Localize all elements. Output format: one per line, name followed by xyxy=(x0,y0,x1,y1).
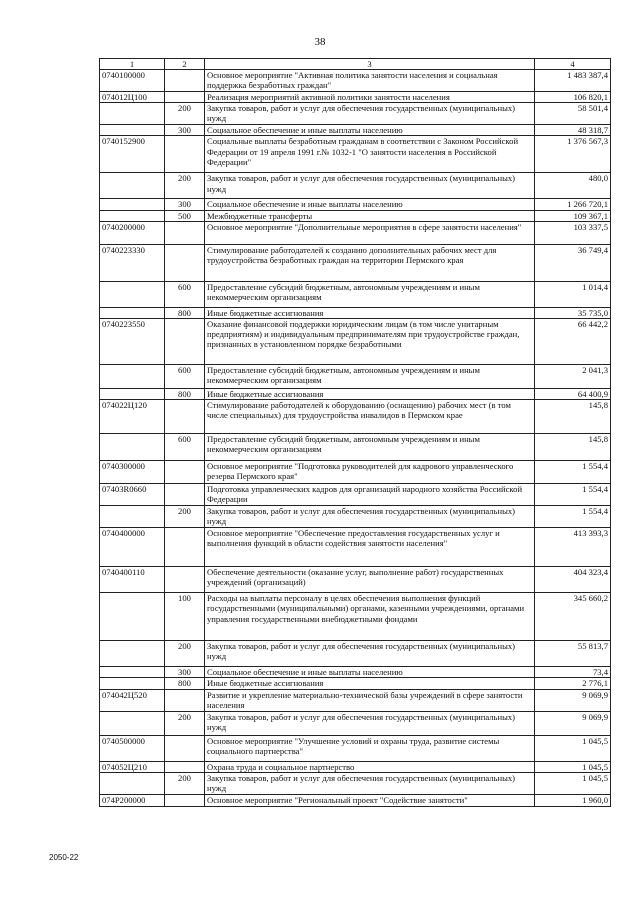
expense-name: Предоставление субсидий бюджетным, автономным учреждениям и иным некоммерческим организациям xyxy=(205,434,535,461)
expense-name: Основное мероприятие "Дополнительные мероприятия в сфере занятости населения" xyxy=(205,221,535,244)
table-row xyxy=(100,641,611,667)
amount-value: 404 323,4 xyxy=(535,567,611,593)
target-article-code xyxy=(100,365,165,389)
target-article-code xyxy=(100,593,165,641)
header-col-4: 4 xyxy=(535,59,611,70)
expense-name: Охрана труда и социальное партнерство xyxy=(205,761,535,772)
expense-name: Основное мероприятие "Активная политика занятости населения и социальная поддержка безработных граждан" xyxy=(205,70,535,92)
expense-name: Закупка товаров, работ и услуг для обеспечения государственных (муниципальных) нужд xyxy=(205,506,535,528)
amount-value: 1 266 720,1 xyxy=(535,199,611,210)
expense-type-code xyxy=(165,400,205,434)
target-article-code xyxy=(100,772,165,794)
amount-value: 1 014,4 xyxy=(535,281,611,307)
expense-type-code xyxy=(165,761,205,772)
target-article-code xyxy=(100,711,165,735)
table-row xyxy=(100,210,611,221)
amount-value: 9 069,9 xyxy=(535,711,611,735)
expense-type-code xyxy=(165,567,205,593)
amount-value: 2 041,3 xyxy=(535,365,611,389)
amount-value: 1 045,5 xyxy=(535,761,611,772)
header-col-1: 1 xyxy=(100,59,165,70)
expense-name: Иные бюджетные ассигнования xyxy=(205,389,535,400)
amount-value: 1 554,4 xyxy=(535,506,611,528)
expense-type-code: 500 xyxy=(165,210,205,221)
amount-value: 103 337,5 xyxy=(535,221,611,244)
expense-name: Расходы на выплаты персоналу в целях обеспечения выполнения функций государственными (муниципальными) органами, казенными учреждениями, органами управления государственными внебюджетными фондами xyxy=(205,593,535,641)
table-row xyxy=(100,461,611,484)
expense-type-code xyxy=(165,92,205,103)
expense-type-code xyxy=(165,484,205,506)
table-row xyxy=(100,136,611,173)
target-article-code xyxy=(100,199,165,210)
page-number: 38 xyxy=(314,36,326,48)
expense-name: Обеспечение деятельности (оказание услуг, выполнение работ) государственных учреждений (организаций) xyxy=(205,567,535,593)
table-row xyxy=(100,567,611,593)
table-row xyxy=(100,434,611,461)
table-row xyxy=(100,735,611,761)
amount-value: 1 554,4 xyxy=(535,484,611,506)
expense-type-code xyxy=(165,319,205,365)
expense-type-code: 200 xyxy=(165,641,205,667)
expense-name: Иные бюджетные ассигнования xyxy=(205,678,535,689)
expense-name: Основное мероприятие "Региональный проект "Содействие занятости" xyxy=(205,794,535,806)
expense-type-code: 600 xyxy=(165,281,205,307)
table-row xyxy=(100,593,611,641)
table-row xyxy=(100,506,611,528)
amount-value: 145,8 xyxy=(535,400,611,434)
expense-type-code: 100 xyxy=(165,593,205,641)
amount-value: 64 400,9 xyxy=(535,389,611,400)
target-article-code xyxy=(100,389,165,400)
expense-type-code: 200 xyxy=(165,506,205,528)
expense-name: Закупка товаров, работ и услуг для обеспечения государственных (муниципальных) нужд xyxy=(205,103,535,125)
target-article-code xyxy=(100,434,165,461)
target-article-code xyxy=(100,667,165,678)
table-row xyxy=(100,711,611,735)
target-article-code xyxy=(100,307,165,318)
table-row xyxy=(100,365,611,389)
table-row xyxy=(100,103,611,125)
amount-value: 109 367,1 xyxy=(535,210,611,221)
target-article-code: 0740400000 xyxy=(100,528,165,567)
table-row xyxy=(100,125,611,136)
table-row xyxy=(100,281,611,307)
expense-type-code: 200 xyxy=(165,103,205,125)
expense-type-code: 300 xyxy=(165,125,205,136)
budget-table xyxy=(99,58,611,807)
expense-name: Основное мероприятие "Улучшение условий и охраны труда, развитие системы социального партнерства" xyxy=(205,735,535,761)
expense-name: Социальное обеспечение и иные выплаты населению xyxy=(205,199,535,210)
expense-name: Социальное обеспечение и иные выплаты населению xyxy=(205,125,535,136)
target-article-code xyxy=(100,103,165,125)
amount-value: 1 483 387,4 xyxy=(535,70,611,92)
expense-name: Подготовка управленческих кадров для организаций народного хозяйства Российской Федерации xyxy=(205,484,535,506)
target-article-code: 074052Ц210 xyxy=(100,761,165,772)
target-article-code: 0740400110 xyxy=(100,567,165,593)
table-row xyxy=(100,319,611,365)
table-row xyxy=(100,389,611,400)
expense-name: Закупка товаров, работ и услуг для обеспечения государственных (муниципальных) нужд xyxy=(205,173,535,199)
target-article-code: 0740300000 xyxy=(100,461,165,484)
amount-value: 66 442,2 xyxy=(535,319,611,365)
amount-value: 145,8 xyxy=(535,434,611,461)
expense-type-code: 200 xyxy=(165,772,205,794)
target-article-code: 0740500000 xyxy=(100,735,165,761)
amount-value: 1 554,4 xyxy=(535,461,611,484)
target-article-code: 0740200000 xyxy=(100,221,165,244)
amount-value: 9 069,9 xyxy=(535,689,611,711)
expense-name: Стимулирование работодателей к оборудованию (оснащению) рабочих мест (в том числе специальных) для трудоустройства инвалидов в Пермском крае xyxy=(205,400,535,434)
amount-value: 1 960,0 xyxy=(535,794,611,806)
expense-name: Закупка товаров, работ и услуг для обеспечения государственных (муниципальных) нужд xyxy=(205,641,535,667)
target-article-code xyxy=(100,281,165,307)
table-row xyxy=(100,199,611,210)
expense-type-code xyxy=(165,70,205,92)
amount-value: 36 749,4 xyxy=(535,244,611,281)
target-article-code: 074P200000 xyxy=(100,794,165,806)
expense-type-code: 600 xyxy=(165,365,205,389)
expense-type-code xyxy=(165,735,205,761)
table-row xyxy=(100,761,611,772)
amount-value: 58 501,4 xyxy=(535,103,611,125)
expense-type-code: 600 xyxy=(165,434,205,461)
table-row xyxy=(100,528,611,567)
amount-value: 1 045,5 xyxy=(535,772,611,794)
target-article-code xyxy=(100,210,165,221)
expense-type-code xyxy=(165,794,205,806)
amount-value: 413 393,3 xyxy=(535,528,611,567)
expense-type-code: 800 xyxy=(165,389,205,400)
target-article-code: 0740223330 xyxy=(100,244,165,281)
expense-type-code: 200 xyxy=(165,711,205,735)
target-article-code: 07403R0660 xyxy=(100,484,165,506)
target-article-code: 074012Ц100 xyxy=(100,92,165,103)
expense-type-code xyxy=(165,461,205,484)
expense-type-code: 800 xyxy=(165,678,205,689)
table-row xyxy=(100,678,611,689)
amount-value: 480,0 xyxy=(535,173,611,199)
expense-type-code xyxy=(165,528,205,567)
target-article-code xyxy=(100,125,165,136)
table-row xyxy=(100,244,611,281)
expense-name: Предоставление субсидий бюджетным, автономным учреждениям и иным некоммерческим организациям xyxy=(205,365,535,389)
target-article-code xyxy=(100,678,165,689)
target-article-code xyxy=(100,506,165,528)
expense-name: Социальные выплаты безработным гражданам в соответствии с Законом Российской Федерации от 19 апреля 1991 г.№ 1032-1 "О занятости населения в Российской Федерации" xyxy=(205,136,535,173)
amount-value: 48 318,7 xyxy=(535,125,611,136)
table-row xyxy=(100,92,611,103)
expense-name: Социальное обеспечение и иные выплаты населению xyxy=(205,667,535,678)
target-article-code: 074042Ц520 xyxy=(100,689,165,711)
document-number: 2050-22 xyxy=(49,853,79,862)
amount-value: 73,4 xyxy=(535,667,611,678)
target-article-code: 0740100000 xyxy=(100,70,165,92)
expense-type-code: 200 xyxy=(165,173,205,199)
expense-name: Иные бюджетные ассигнования xyxy=(205,307,535,318)
amount-value: 106 820,1 xyxy=(535,92,611,103)
target-article-code: 074022Ц120 xyxy=(100,400,165,434)
amount-value: 55 813,7 xyxy=(535,641,611,667)
expense-type-code: 800 xyxy=(165,307,205,318)
table-row xyxy=(100,70,611,92)
expense-name: Развитие и укрепление материально-технической базы учреждений в сфере занятости населения xyxy=(205,689,535,711)
amount-value: 35 735,0 xyxy=(535,307,611,318)
table-header-row xyxy=(100,59,611,70)
expense-name: Оказание финансовой поддержки юридическим лицам (в том числе унитарным предприятиям) и индивидуальным предпринимателям при трудоустройстве граждан, признанных в установленном порядке безработными xyxy=(205,319,535,365)
expense-name: Основное мероприятие "Обеспечение предоставления государственных услуг и выполнения функций в области содействия занятости населения" xyxy=(205,528,535,567)
expense-name: Реализация мероприятий активной политики занятости населения xyxy=(205,92,535,103)
expense-name: Закупка товаров, работ и услуг для обеспечения государственных (муниципальных) нужд xyxy=(205,772,535,794)
target-article-code: 0740223550 xyxy=(100,319,165,365)
header-col-2: 2 xyxy=(165,59,205,70)
expense-type-code: 300 xyxy=(165,667,205,678)
amount-value: 1 045,5 xyxy=(535,735,611,761)
target-article-code xyxy=(100,173,165,199)
table-row xyxy=(100,794,611,806)
expense-name: Предоставление субсидий бюджетным, автономным учреждениям и иным некоммерческим организациям xyxy=(205,281,535,307)
expense-type-code xyxy=(165,244,205,281)
expense-name: Основное мероприятие "Подготовка руководителей для кадрового управленческого резерва Пермского края" xyxy=(205,461,535,484)
table-row xyxy=(100,173,611,199)
amount-value: 1 376 567,3 xyxy=(535,136,611,173)
header-col-3: 3 xyxy=(205,59,535,70)
expense-name: Закупка товаров, работ и услуг для обеспечения государственных (муниципальных) нужд xyxy=(205,711,535,735)
table-row xyxy=(100,484,611,506)
table-row xyxy=(100,689,611,711)
expense-type-code: 300 xyxy=(165,199,205,210)
table-row xyxy=(100,221,611,244)
expense-name: Стимулирование работодателей к созданию дополнительных рабочих мест для трудоустройства безработных граждан на территории Пермского края xyxy=(205,244,535,281)
amount-value: 2 776,1 xyxy=(535,678,611,689)
expense-name: Межбюджетные трансферты xyxy=(205,210,535,221)
target-article-code xyxy=(100,641,165,667)
target-article-code: 0740152900 xyxy=(100,136,165,173)
table-row xyxy=(100,667,611,678)
table-row xyxy=(100,307,611,318)
amount-value: 345 660,2 xyxy=(535,593,611,641)
table-row xyxy=(100,400,611,434)
expense-type-code xyxy=(165,689,205,711)
table-row xyxy=(100,772,611,794)
expense-type-code xyxy=(165,136,205,173)
expense-type-code xyxy=(165,221,205,244)
